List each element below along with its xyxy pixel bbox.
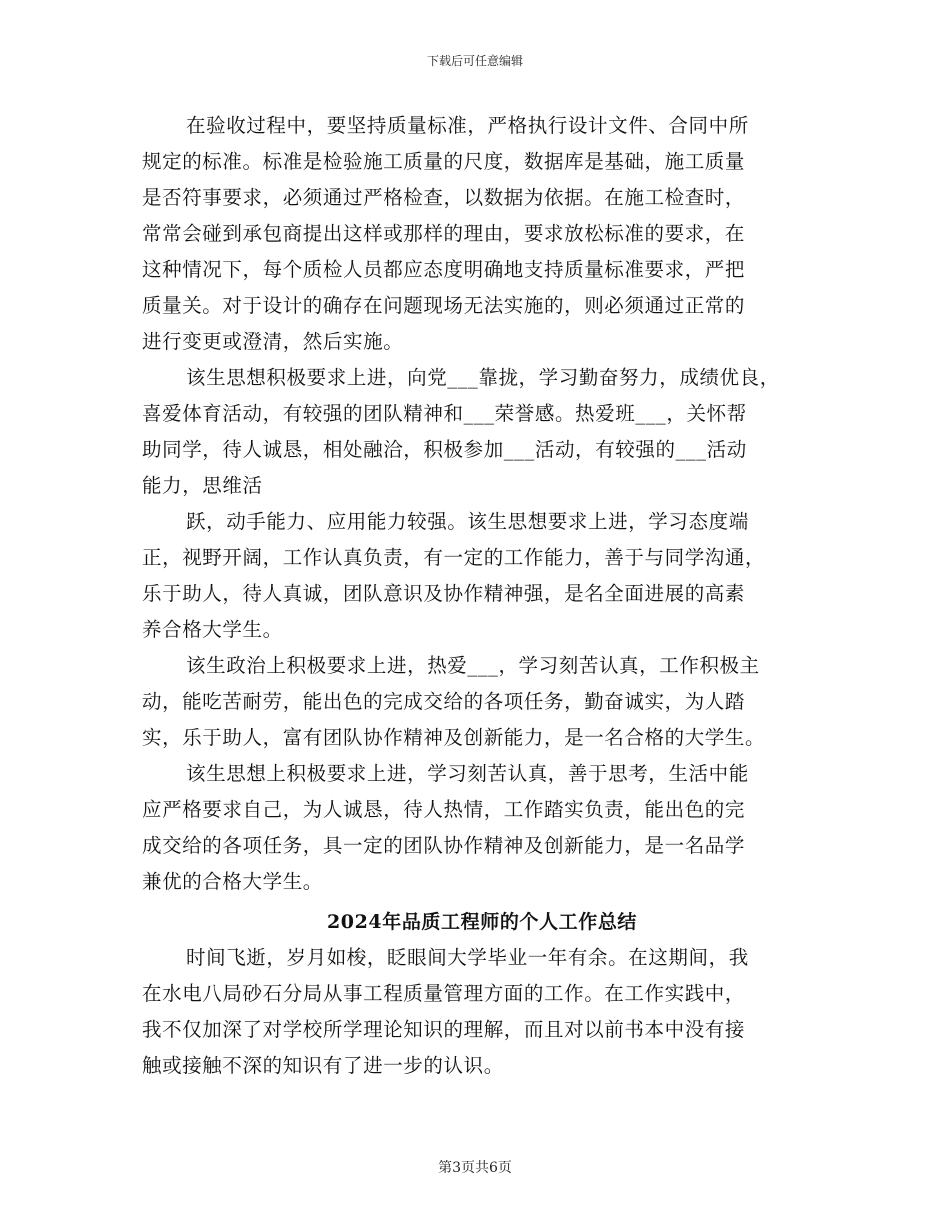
text-line: 喜爱体育活动，有较强的团队精神和___荣誉感。热爱班___，关怀帮 <box>142 402 747 425</box>
text-line: 动，能吃苦耐劳，能出色的完成交给的各项任务，勤奋诚实，为人踏 <box>142 690 746 713</box>
text-line: 兼优的合格大学生。 <box>142 870 323 893</box>
text-line: 常常会碰到承包商提出这样或那样的理由，要求放松标准的要求，在 <box>142 222 746 245</box>
paragraph-evaluation-4 <box>142 756 822 900</box>
text-line: 质量关。对于设计的确存在问题现场无法实施的，则必须通过正常的 <box>142 294 746 317</box>
section-title: 2024年品质工程师的个人工作总结 <box>326 911 638 933</box>
text-line: 应严格要求自己，为人诚恳，待人热情，工作踏实负责，能出色的完 <box>142 798 746 821</box>
page-footer: 第3页共6页 <box>438 1160 512 1176</box>
text-line: 规定的标准。标准是检验施工质量的尺度，数据库是基础，施工质量 <box>142 150 746 173</box>
text-line: 成交给的各项任务，具一定的团队协作精神及创新能力，是一名品学 <box>142 834 746 857</box>
paragraph-evaluation-1 <box>142 360 822 504</box>
text-line: 时间飞逝，岁月如梭，眨眼间大学毕业一年有余。在这期间，我 <box>186 946 749 969</box>
text-line: 该生思想上积极要求上进，学习刻苦认真，善于思考，生活中能 <box>186 762 749 785</box>
paragraph-evaluation-3 <box>142 648 822 756</box>
paragraph-evaluation-2 <box>142 504 822 648</box>
paragraph-summary-intro <box>142 940 822 1084</box>
text-line: 我不仅加深了对学校所学理论知识的理解，而且对以前书本中没有接 <box>142 1018 746 1041</box>
text-line: 该生政治上积极要求上进，热爱___，学习刻苦认真，工作积极主 <box>186 654 760 677</box>
document-body <box>142 108 822 1084</box>
text-line: 助同学，待人诚恳，相处融洽，积极参加___活动，有较强的___活动 <box>142 438 747 461</box>
text-line: 在水电八局砂石分局从事工程质量管理方面的工作。在工作实践中， <box>142 982 746 1005</box>
text-line: 在验收过程中，要坚持质量标准，严格执行设计文件、合同中所 <box>186 114 749 137</box>
text-line: 正，视野开阔，工作认真负责，有一定的工作能力，善于与同学沟通， <box>142 546 766 569</box>
text-line: 养合格大学生。 <box>142 618 283 641</box>
text-line: 这种情况下，每个质检人员都应态度明确地支持质量标准要求，严把 <box>142 258 746 281</box>
text-line: 跃，动手能力、应用能力较强。该生思想要求上进，学习态度端 <box>186 510 749 533</box>
text-line: 是否符事要求，必须通过严格检查，以数据为依据。在施工检查时， <box>142 186 746 209</box>
page-header: 下载后可任意编辑 <box>426 54 523 68</box>
text-line: 进行变更或澄清，然后实施。 <box>142 330 404 353</box>
paragraph-acceptance <box>142 108 822 360</box>
text-line: 触或接触不深的知识有了进一步的认识。 <box>142 1054 504 1077</box>
text-line: 能力，思维活 <box>142 474 263 497</box>
text-line: 该生思想积极要求上进，向党___靠拢，学习勤奋努力，成绩优良， <box>186 366 780 389</box>
text-line: 实，乐于助人，富有团队协作精神及创新能力，是一名合格的大学生。 <box>142 726 766 749</box>
text-line: 乐于助人，待人真诚，团队意识及协作精神强，是名全面进展的高素 <box>142 582 746 605</box>
